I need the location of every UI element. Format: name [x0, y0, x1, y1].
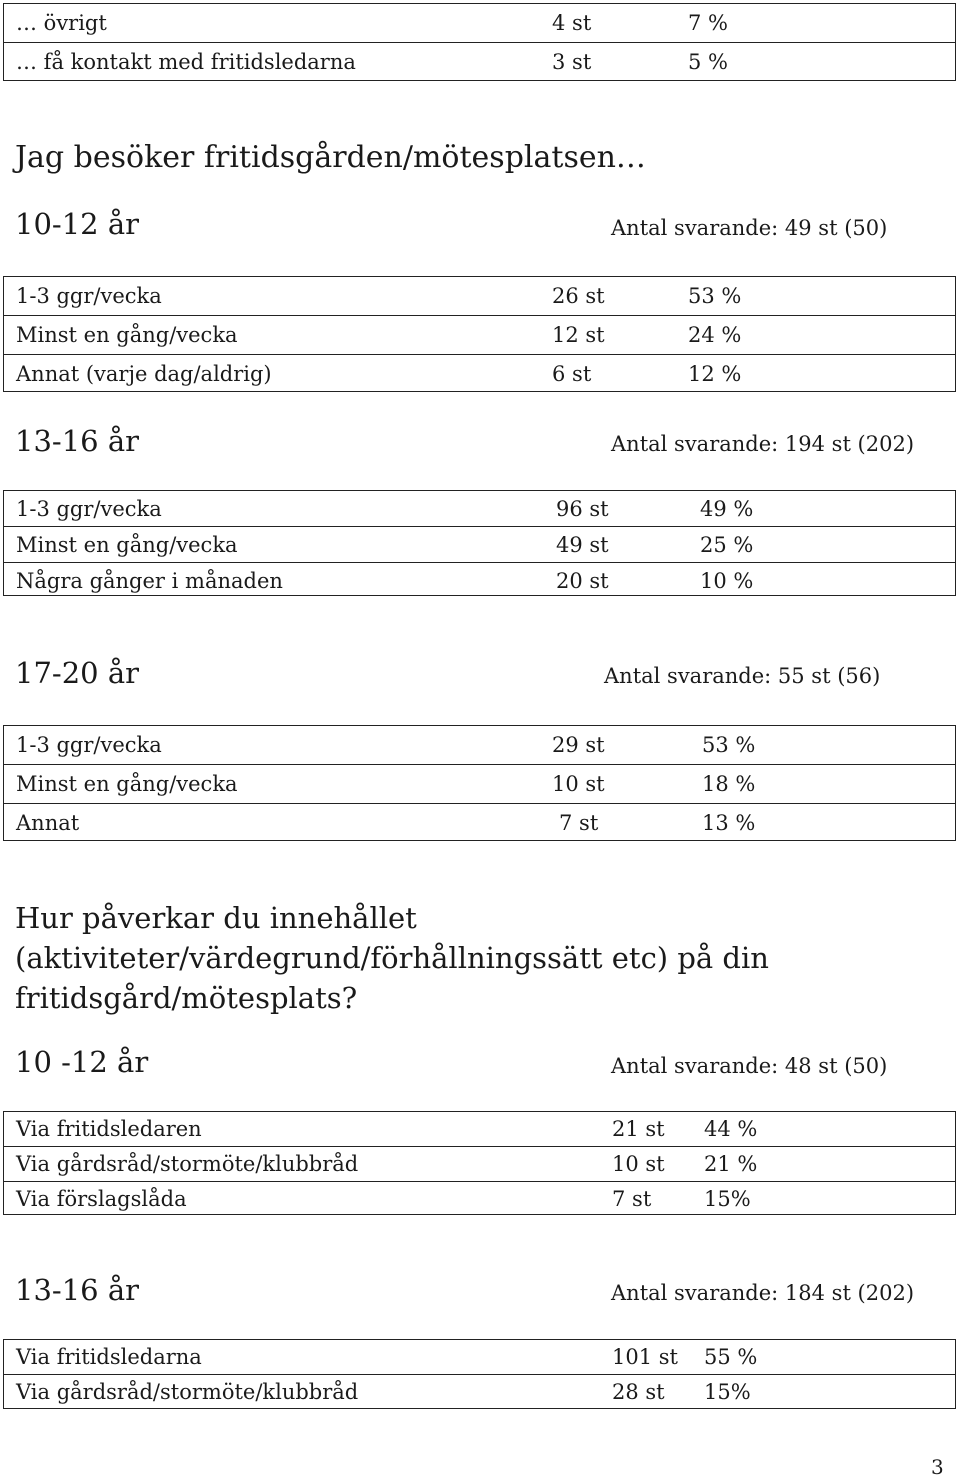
table-row: [4, 1340, 955, 1374]
table-row: [4, 4, 955, 42]
age-group-heading: 10 -12 år: [15, 1045, 149, 1079]
row-count: 7 st: [559, 811, 599, 835]
row-percent: 24 %: [688, 323, 742, 347]
row-label: Via gårdsråd/stormöte/klubbråd: [16, 1152, 359, 1176]
row-percent: 21 %: [704, 1152, 758, 1176]
row-percent: 15%: [704, 1187, 751, 1211]
table-row: [4, 803, 955, 842]
results-table: [3, 1111, 956, 1215]
row-percent: 13 %: [702, 811, 756, 835]
table-row: [4, 42, 955, 81]
row-percent: 53 %: [702, 733, 756, 757]
age-group-heading: 17-20 år: [15, 656, 139, 690]
row-percent: 18 %: [702, 772, 756, 796]
row-count: 20 st: [556, 568, 609, 593]
row-count: 49 st: [556, 532, 609, 557]
table-row: [4, 315, 955, 354]
row-count: 10 st: [552, 772, 605, 796]
row-count: 12 st: [552, 323, 605, 347]
question-title-line: fritidsgård/mötesplats?: [15, 981, 358, 1015]
row-label: Annat: [16, 811, 80, 835]
respondent-count: Antal svarande: 48 st (50): [611, 1054, 888, 1078]
row-label: 1-3 ggr/vecka: [16, 284, 162, 308]
row-count: 6 st: [552, 362, 592, 386]
row-label: Via fritidsledarna: [16, 1345, 202, 1369]
respondent-count: Antal svarande: 184 st (202): [611, 1281, 915, 1305]
results-table: [3, 490, 956, 596]
row-percent: 15%: [704, 1380, 751, 1404]
row-count: 4 st: [552, 11, 592, 35]
table-row: [4, 562, 955, 598]
age-group-heading: 13-16 år: [15, 424, 139, 458]
table-row: [4, 526, 955, 562]
table-row: [4, 1146, 955, 1181]
row-label: Några gånger i månaden: [16, 568, 283, 593]
top-table: [3, 3, 956, 81]
row-label: Minst en gång/vecka: [16, 772, 238, 796]
table-row: [4, 726, 955, 764]
page-number: 3: [931, 1455, 944, 1479]
question-title: Jag besöker fritidsgården/mötesplatsen…: [15, 140, 646, 175]
table-row: [4, 277, 955, 315]
row-label: … övrigt: [16, 11, 107, 35]
row-percent: 44 %: [704, 1117, 758, 1141]
row-label: Via gårdsråd/stormöte/klubbråd: [16, 1380, 359, 1404]
table-row: [4, 1112, 955, 1146]
row-label: … få kontakt med fritidsledarna: [16, 50, 356, 74]
row-percent: 49 %: [700, 496, 754, 521]
row-count: 7 st: [612, 1187, 652, 1211]
row-count: 28 st: [612, 1380, 665, 1404]
results-table: [3, 725, 956, 841]
row-label: Annat (varje dag/aldrig): [16, 362, 272, 386]
row-count: 26 st: [552, 284, 605, 308]
question-title-line: (aktiviteter/värdegrund/förhållningssätt etc) på din: [15, 941, 769, 975]
respondent-count: Antal svarande: 194 st (202): [611, 432, 915, 456]
row-count: 3 st: [552, 50, 592, 74]
respondent-count: Antal svarande: 49 st (50): [611, 216, 888, 240]
row-label: Minst en gång/vecka: [16, 532, 238, 557]
row-percent: 55 %: [704, 1345, 758, 1369]
row-count: 29 st: [552, 733, 605, 757]
question-title: [15, 898, 769, 1018]
row-percent: 12 %: [688, 362, 742, 386]
row-percent: 25 %: [700, 532, 754, 557]
row-count: 96 st: [556, 496, 609, 521]
age-group-heading: 10-12 år: [15, 207, 139, 241]
table-row: [4, 1374, 955, 1409]
table-row: [4, 354, 955, 393]
row-percent: 5 %: [688, 50, 728, 74]
results-table: [3, 1339, 956, 1409]
results-table: [3, 276, 956, 392]
row-label: Via förslagslåda: [16, 1187, 187, 1211]
table-row: [4, 1181, 955, 1216]
row-label: 1-3 ggr/vecka: [16, 733, 162, 757]
row-count: 101 st: [612, 1345, 678, 1369]
table-row: [4, 764, 955, 803]
age-group-heading: 13-16 år: [15, 1273, 139, 1307]
row-label: 1-3 ggr/vecka: [16, 496, 162, 521]
row-count: 21 st: [612, 1117, 665, 1141]
row-count: 10 st: [612, 1152, 665, 1176]
row-percent: 7 %: [688, 11, 728, 35]
row-percent: 53 %: [688, 284, 742, 308]
row-label: Minst en gång/vecka: [16, 323, 238, 347]
question-title-line: Hur påverkar du innehållet: [15, 901, 417, 935]
table-row: [4, 491, 955, 526]
respondent-count: Antal svarande: 55 st (56): [604, 664, 881, 688]
row-label: Via fritidsledaren: [16, 1117, 202, 1141]
row-percent: 10 %: [700, 568, 754, 593]
